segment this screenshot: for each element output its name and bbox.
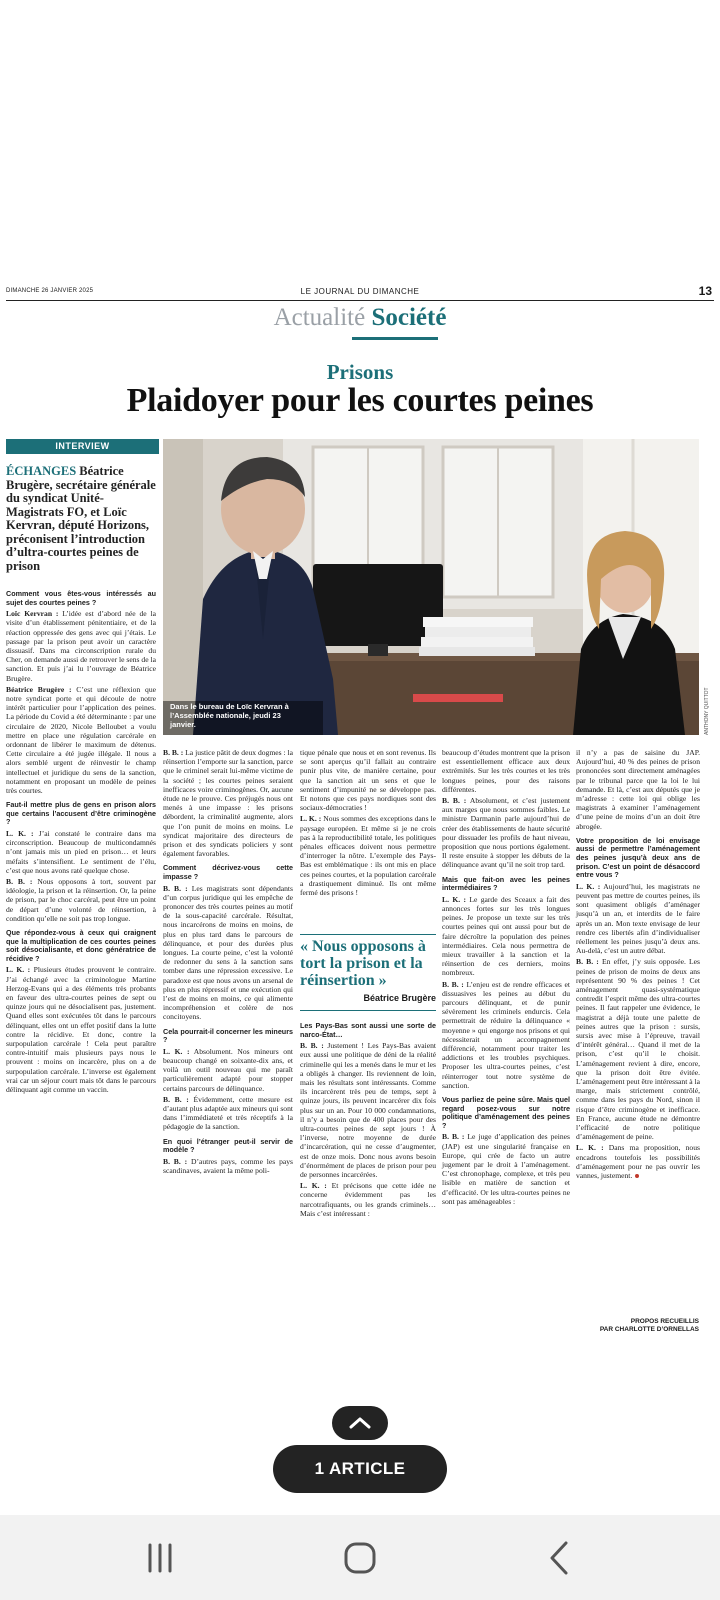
answer — [163, 748, 293, 858]
answer — [163, 1047, 293, 1093]
article-photo — [163, 439, 699, 735]
system-navigation-bar — [0, 1515, 720, 1600]
scroll-up-button[interactable] — [332, 1406, 388, 1440]
speaker: L. K. : — [576, 1143, 604, 1153]
question: Votre proposition de loi envisage aussi de permettre l’aménagement des peines jusqu’à deux ans de prison. C’est un point de désaccord entre vous ? — [576, 835, 700, 880]
article-column-1 — [6, 584, 156, 1096]
answer-text: Le juge d’application des peines (JAP) est une singularité française en Europe, qui crée de facto un autre jugement par le droit à l’aménagement. C’est chronophage, complexe, et très peu lisible en matière de sanction et d’efficacité. Or les ultra-courtes peines ne sont pas aménageables : — [442, 1132, 570, 1206]
answer-text: L’enjeu est de rendre efficaces et dissuasives les peines au début du parcours délinquant, et de punir sévèrement les criminels endurcis. Cela permettrait de réduire la délinquance « moyenne » qui engorge nos prisons et qui nécessiterait un accompagnement différencié, notamment pour traiter les addictions et les troubles psychiques. Proposer les ultra-courtes peines, c’est réinterroger tout notre système de sanction. — [442, 979, 570, 1090]
answer — [163, 1095, 293, 1132]
answer-text: D’autres pays, comme les pays scandinaves, avaient la même poli- — [163, 1156, 293, 1176]
section-underline — [352, 337, 438, 340]
standfirst-lead: ÉCHANGES — [6, 464, 77, 478]
home-icon — [330, 1533, 390, 1583]
answer-text: Les magistrats sont dépendants d’un corpus juridique qui les empêche de prononcer des très courtes peines au motif de la sous-capacité carcérale. Résultat, nous incarcérons de moins en moins, de plus en plus tard dans le parcours de délinquance, et pour des durées plus longues. La courte peine, c’est la volonté de redonner du sens à la sanction sans tomber dans une répression excessive. Le paradoxe est que nous avons un arsenal de plus en plus répressif et une exécution qui l’est de moins en moins, ce qui alimente incompréhension et colère de nos concitoyens. — [163, 883, 293, 1022]
speaker: B. B. : — [300, 1041, 324, 1051]
back-icon — [530, 1533, 590, 1583]
end-mark-icon — [635, 1174, 639, 1178]
standfirst-text: Béatrice Brugère, secrétaire générale du syndicat Unité-Magistrats FO, et Loïc Kervran, député Horizons, préconisent l’introduction d’ultra-courtes peines de prison — [6, 464, 156, 573]
answer-text: il n’y a pas de saisine du JAP. Aujourd’hui, 40 % des peines de prison prononcées sont directement aménagées par le tribunal parce que la loi le lui demande. Et là, c’est aux députés que je m’adresse : cette loi qui oblige les magistrats à examiner l’aménagement d’une peine de moins d’un an doit être abrogée. — [576, 748, 700, 831]
byline — [575, 1318, 699, 1334]
back-button[interactable] — [530, 1533, 590, 1583]
question: Comment décrivez-vous cette impasse ? — [163, 863, 293, 882]
speaker: B. B. : — [163, 883, 188, 893]
pullquote-top-rule — [300, 934, 436, 935]
pullquote-text: « Nous opposons à tort la prison et la réinsertion » — [300, 938, 426, 989]
answer-text: C’est une réflexion que notre syndicat porte et qui découle de notre intérêt particulier pour l’application des peines. La période du Covid a été déterminante : par une circulaire de 2020, Nicole Belloubet a voulu mettre en place une régulation carcérale en ordonnant de libérer le maximum de détenus. Cette circulaire a été jugée illégale. Il nous a alors semblé urgent de réinvestir le champ intellectuel et juridique du sens de la sanction, notamment en proposant un modèle de peines très courtes. — [6, 684, 156, 796]
speaker: L. K. : — [163, 1046, 190, 1056]
answer-text: Dans ma proposition, nous encadrons toutefois les possibilités d’aménagement pour ne pas ouvrir les vannes, justement. — [576, 1143, 700, 1181]
answer — [576, 957, 700, 1141]
answer — [6, 965, 156, 1094]
answer — [163, 1157, 293, 1175]
speaker: Loïc Kervran : — [6, 609, 59, 619]
chevron-up-icon — [332, 1406, 388, 1440]
pullquote-author: Béatrice Brugère — [363, 993, 436, 1003]
recent-apps-icon — [130, 1533, 190, 1583]
question: Faut-il mettre plus de gens en prison alors que certains l’accusent d’être criminogène ? — [6, 800, 156, 827]
speaker: B. B. : — [442, 1132, 465, 1142]
speaker: L. K. : — [6, 965, 31, 975]
speaker: B. B. : — [163, 1156, 188, 1166]
answer-text: Nous opposons à tort, souvent par idéologie, la prison et la réinsertion. Or, la peine de prison, par le choc carcéral, peut être un point de départ d’une volonté de réinsertion, à condition qu’elle ne soit pas trop longue. — [6, 877, 156, 923]
speaker: L. K. : — [442, 894, 466, 904]
article-kicker: Prisons — [326, 360, 394, 384]
journal-name: LE JOURNAL DU DIMANCHE — [300, 287, 420, 296]
answer — [442, 796, 570, 870]
speaker: L. K. : — [576, 881, 601, 891]
speaker: B. B. : — [163, 748, 184, 757]
answer-text: Absolument, et c’est justement aux marges que nous sommes faibles. Le ministre Darmanin parle aujourd’hui de créer des établissements de haute sécurité pour dissuader les profils de haut niveau, proposition que nous portions également. Il reste ensuite à stopper les débuts de la délinquance avant qu’il ne soit trop tard. — [442, 796, 570, 870]
pullquote — [300, 938, 436, 1003]
answer — [6, 829, 156, 875]
section-title-part2: Société — [371, 304, 447, 331]
section-title-part1: Actualité — [273, 304, 366, 331]
answer — [300, 814, 436, 897]
speaker: L. K. : — [300, 1181, 327, 1191]
question: Comment vous êtes-vous intéressés au sujet des courtes peines ? — [6, 589, 156, 607]
answer-text: L’idée est d’abord née de la visite d’un établissement pénitentiaire, et de la réaction oppressée des gens avec qui j’étais. Le passage par la prison peut avoir un caractère dissuasif. Dans ma circonscription rurale du Cher, on demande aussi de retrouver le sens de la sanction. Et puis j’ai lu l’ouvrage de Béatrice Brugère. — [6, 609, 156, 683]
article-column-3-top — [300, 748, 436, 899]
speaker: B. B. : — [442, 979, 464, 989]
answer — [442, 980, 570, 1090]
pullquote-bottom-rule — [300, 1010, 436, 1011]
article-column-4 — [442, 748, 570, 1208]
answer — [6, 609, 156, 683]
home-button[interactable] — [330, 1533, 390, 1583]
answer — [163, 884, 293, 1022]
photo-credit: ANTHONY QUITTOT — [704, 687, 710, 735]
recent-apps-button[interactable] — [130, 1533, 190, 1583]
page-header — [6, 286, 714, 301]
answer-text: tique pénale que nous et en sont revenus. Ils se sont aperçus qu’il fallait au contraire punir plus vite, de manière certaine, pour que la sanction ait un sens et que le sentiment d’impunité ne se développe pas. Et notons que ces pays nordiques sont des sociaux-démocraties ! — [300, 748, 436, 813]
speaker: L. K. : — [300, 814, 322, 824]
question: En quoi l’étranger peut-il servir de modèle ? — [163, 1136, 293, 1155]
question: Mais que fait-on avec les peines intermédiaires ? — [442, 874, 570, 893]
question: Cela pourrait-il concerner les mineurs ? — [163, 1026, 293, 1045]
article-column-3-bottom — [300, 1016, 436, 1220]
answer — [576, 882, 700, 956]
office-photo-illustration — [163, 439, 699, 735]
question: Vous parliez de peine sûre. Mais quel regard posez-vous sur notre politique d’aménagement des peines ? — [442, 1095, 570, 1130]
byline-line-1: PROPOS RECUEILLIS — [630, 1318, 699, 1325]
answer — [300, 1041, 436, 1179]
answer-text: J’ai constaté le contraire dans ma circonscription. Beaucoup de multicondamnés n’ont jamais mis un pied en prison… et leurs méfaits s’intensifient. Le sentiment de l’élu, c’est que nous avons raté quelque chose. — [6, 829, 156, 875]
answer — [6, 685, 156, 795]
answer-text: Le garde des Sceaux a fait des annonces fortes sur les très longues peines. Je propose un texte sur les très courtes peines qui ont aussi pour but de faire décroître la population des peines intermédiaires. Cela nous permettra de mieux travailler à la sanction et la réinsertion de ces derniers, moins nombreux. — [442, 894, 570, 978]
article-count-button[interactable]: 1 ARTICLE — [273, 1445, 447, 1493]
issue-date: DIMANCHE 26 JANVIER 2025 — [6, 288, 94, 294]
answer-text: Plusieurs études prouvent le contraire. J’ai échangé avec la criminologue Martine Herzog-Evans qui a des éléments très probants en faveur des ultra-courtes peines de sept ou quinze jours qui ne désocialisent pas, justement. Quand elles sont exécutées tôt dans le parcours délinquant, elles ont un effet positif dans la lutte contre la récidive. Et donc, contre la surpopulation carcérale ! Cela peut paraître contre-intuitif mais plusieurs pays nous le prouvent : moins on incarcère, plus on a de surpopulation carcérale. L’inverse est également vrai car un séjour court mais tôt dans le parcours délinquant agit comme un vaccin. — [6, 965, 156, 1095]
speaker: B. B. : — [442, 796, 467, 806]
interview-tag: INTERVIEW — [6, 439, 159, 454]
article-column-5 — [576, 748, 700, 1182]
section-title — [0, 304, 720, 332]
speaker: B. B. : — [576, 957, 599, 967]
answer-text: Évidemment, cette mesure est d’autant plus adaptée aux mineurs qui sont dans l’immédiateté et très réceptifs à la pédagogie de la sanction. — [163, 1094, 293, 1132]
answer-text: En effet, j’y suis opposée. Les peines de prison de moins de deux ans représentent 90 % des peines ! Cet aménagement quasi-systématique contredit l’esprit même des ultra-courtes peines. Il faut rappeler une évidence, le magistrat a déjà toute une palette de peines autres que la prison : sursis, sursis avec mise à l’épreuve, travail d’intérêt général… Quand il met de la prison, c’est qu’il le choisit. L’aménagement revient à dire, encore, que la prison doit être évitée. L’aménagement peut être intéressant à la marge, mais strictement contrôlé, comme dans les pays du Nord, sinon il risque d’être criminogène et inefficace. En France, aucune étude ne démontre l’efficacité de notre politique d’aménagement de peine. — [576, 957, 700, 1142]
answer — [576, 1143, 700, 1180]
answer-text: Nous sommes des exceptions dans le paysage européen. Et même si je ne crois pas à la reproductibilité totale, les politiques pénales efficaces doivent nous permettre d’interroger la nôtre. L’exemple des Pays-Bas est emblématique : ils ont mis en place ces peines courtes, et la population carcérale a drastiquement diminué. Ils ont même fermé des prisons ! — [300, 814, 436, 898]
answer — [442, 895, 570, 978]
article-standfirst — [6, 465, 156, 573]
answer-text: La justice pâtit de deux dogmes : la réinsertion l’emporte sur la sanction, parce que le criminel serait lui-même victime de la société ; les courtes peines seraient inefficaces voire criminogènes. Or, aucune étude ne le prouve. Ces préjugés nous ont menés à une impasse : les prisons débordent, la criminalité augmente, alors que l’on punit de moins en moins. Le syndicat majoritaire des directeurs de prison et des syndicats policiers y sont également favorables. — [163, 748, 293, 859]
answer-text: Justement ! Les Pays-Bas avaient eux aussi une politique de déni de la réalité criminelle qui les a menés dans le mur et les a obligés à changer. Ils reviennent de loin, mais les résultats sont intéressants. Comme ils incarcèrent très peu de temps, sept à quinze jours, ils peuvent incarcérer dix fois plus sur un an. Pour 10 000 condamnations, il n’y a besoin que de 400 places pour des ultra-courtes peines de sept jours ! À l’inverse, notre moyenne de durée d’incarcération, qui ne cesse d’augmenter, est de onze mois. Donc nous avons besoin d’énormément de places de prison pour peu de personnes incarcérées. — [300, 1041, 437, 1180]
answer — [442, 1132, 570, 1206]
byline-line-2: PAR CHARLOTTE D’ORNELLAS — [599, 1326, 699, 1333]
speaker: L. K. : — [6, 829, 34, 839]
answer-text: beaucoup d’études montrent que la prison est essentiellement efficace aux deux extrémités. Sur les très courtes et les très longues peines, pour des raisons différentes. — [442, 748, 570, 794]
answer — [300, 1181, 436, 1218]
answer-text: Aujourd’hui, les magistrats ne peuvent pas mettre de courtes peines, ils sont quasiment obligés d’aménager jusqu’à un an, et interdits de le faire après un an. Mon texte envisage de leur rendre ces libertés afin d’individualiser réellement les peines jusqu’à deux ans. Au-delà, c’est un autre débat. — [576, 881, 700, 956]
photo-caption: Dans le bureau de Loïc Kervran à l’Assemblée nationale, jeudi 23 janvier. — [170, 702, 289, 729]
answer-text: Absolument. Nos mineurs ont beaucoup changé en soixante-dix ans, et voilà un outil nouveau qui me paraît particulièrement adapté pour stopper certains parcours de délinquance. — [163, 1046, 293, 1093]
question: Que répondez-vous à ceux qui craignent que la multiplication de ces courtes peines soit désocialisante, et donc génératrice de récidive ? — [6, 928, 156, 963]
article-column-2 — [163, 748, 293, 1177]
speaker: B. B. : — [163, 1094, 189, 1104]
answer-text: Et précisons que cette idée ne concerne évidemment pas les narcotrafiquants, ou les grands criminels… Mais c’est intéressant : — [300, 1181, 436, 1218]
speaker: Béatrice Brugère : — [6, 684, 72, 694]
page-number: 13 — [698, 284, 712, 298]
speaker: B. B. : — [6, 877, 33, 887]
article-headline: Plaidoyer pour les courtes peines — [126, 382, 594, 419]
question: Les Pays-Bas sont aussi une sorte de narco-État… — [300, 1021, 436, 1039]
answer — [6, 877, 156, 923]
